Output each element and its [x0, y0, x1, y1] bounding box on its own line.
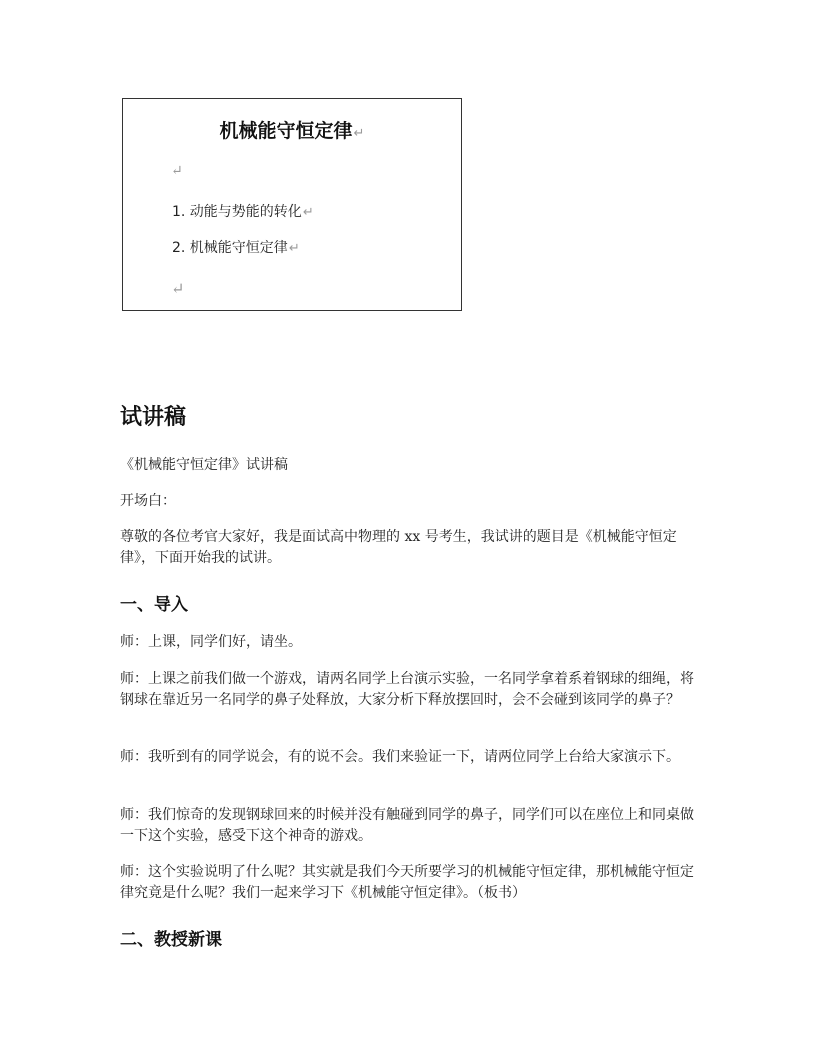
paragraph-mark-icon: ↵ [302, 205, 314, 220]
paragraph-mark-icon: ↵ [171, 163, 183, 179]
section-title-intro: 一、导入 [120, 595, 188, 615]
paragraph-mark-icon: ↵ [171, 279, 185, 298]
blackboard-title: 机械能守恒定律↵ [219, 120, 365, 142]
opening-label: 开场白： [120, 493, 176, 509]
section-title-new-lesson: 二、教授新课 [120, 930, 222, 950]
paragraph: 师：上课之前我们做一个游戏，请两名同学上台演示实验，一名同学拿着系着钢球的细绳，将钢球在靠近另一名同学的鼻子处释放，大家分析下释放摆回时，会不会碰到该同学的鼻子？ [120, 671, 694, 708]
opening-paragraph: 尊敬的各位考官大家好，我是面试高中物理的 xx 号考生，我试讲的题目是《机械能守恒定律》，下面开始我的试讲。 [120, 529, 677, 566]
blackboard-outline [122, 98, 462, 311]
subtitle: 《机械能守恒定律》试讲稿 [120, 457, 288, 473]
paragraph-mark-icon: ↵ [288, 241, 300, 256]
blackboard-item: 1. 动能与势能的转化↵ [172, 204, 314, 220]
blackboard-item: 2. 机械能守恒定律↵ [172, 240, 300, 256]
paragraph: 师：上课，同学们好，请坐。 [120, 634, 302, 650]
paragraph-mark-icon: ↵ [353, 126, 365, 141]
document-heading: 试讲稿 [120, 405, 187, 430]
paragraph: 师：这个实验说明了什么呢？其实就是我们今天所要学习的机械能守恒定律，那机械能守恒定律究竟是什么呢？我们一起来学习下《机械能守恒定律》。（板书） [120, 864, 694, 901]
paragraph: 师：我们惊奇的发现钢球回来的时候并没有触碰到同学的鼻子，同学们可以在座位上和同桌做一下这个实验，感受下这个神奇的游戏。 [120, 807, 694, 844]
paragraph: 师：我听到有的同学说会，有的说不会。我们来验证一下，请两位同学上台给大家演示下。 [120, 749, 680, 765]
